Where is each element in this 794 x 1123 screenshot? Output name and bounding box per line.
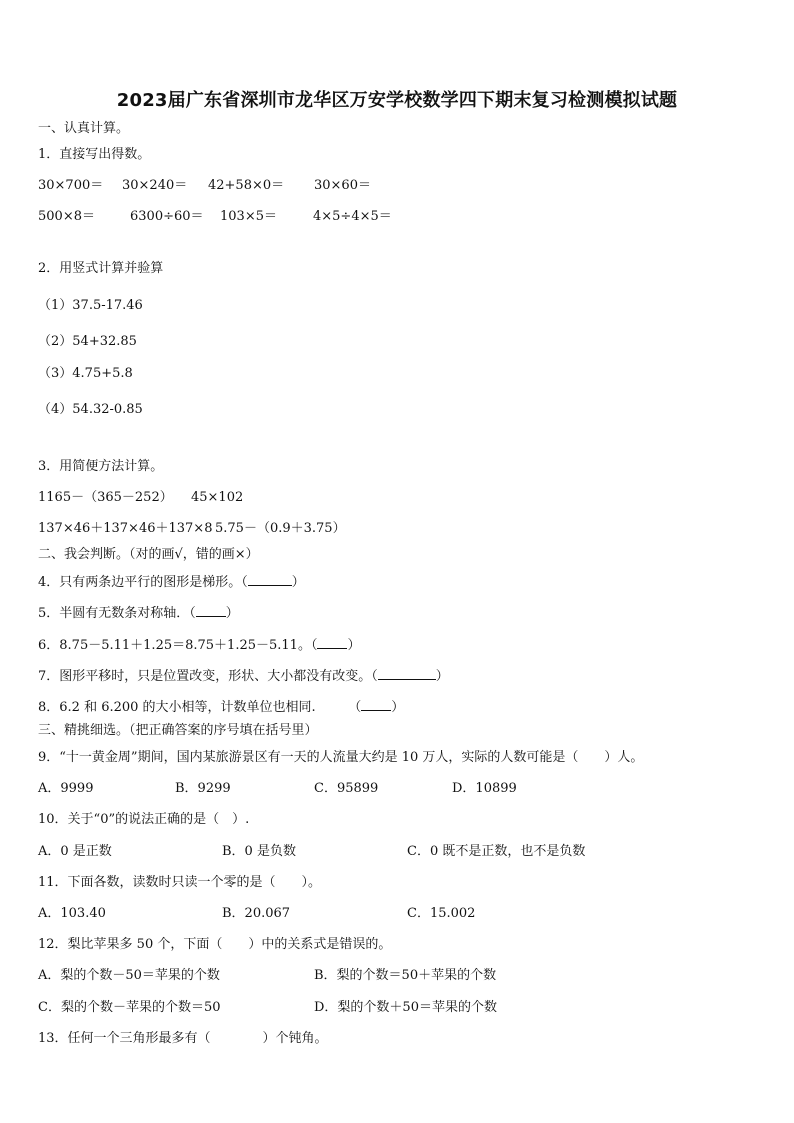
q12-option-c[interactable]: C．梨的个数－苹果的个数＝50 — [38, 1000, 221, 1015]
judge-7-text: 7．图形平移时，只是位置改变，形状、大小都没有改变。（ — [38, 669, 378, 684]
q9-option-b[interactable]: B．9299 — [175, 781, 231, 796]
judge-5-text: 5．半圆有无数条对称轴．（ — [38, 606, 196, 621]
question-9-stem: 9．“十一黄金周”期间，国内某旅游景区有一天的人流量大约是 10 万人，实际的人数可能是（ ）人。 — [38, 750, 644, 765]
q3-expr-2: 45×102 — [191, 490, 244, 505]
q2-item-3: （3）4.75+5.8 — [38, 366, 133, 381]
judge-question-5 — [38, 604, 239, 622]
question-2-stem: 2．用竖式计算并验算 — [38, 261, 164, 276]
q11-option-c[interactable]: C．15.002 — [407, 906, 476, 921]
judge-8-text: 8．6.2 和 6.200 的大小相等，计数单位也相同. （ — [38, 700, 362, 715]
question-13-stem: 13．任何一个三角形最多有（ ）个钝角。 — [38, 1031, 328, 1046]
q12-option-b[interactable]: B．梨的个数＝50＋苹果的个数 — [314, 968, 497, 983]
q2-item-4: （4）54.32-0.85 — [38, 402, 143, 417]
q12-option-a[interactable]: A．梨的个数－50＝苹果的个数 — [38, 968, 220, 983]
q3-expr-3: 137×46＋137×46＋137×8 — [38, 521, 213, 536]
judge-6-text: 6．8.75－5.11＋1.25＝8.75＋1.25－5.11。（ — [38, 638, 318, 653]
answer-blank[interactable] — [196, 604, 226, 617]
q9-option-c[interactable]: C．95899 — [314, 781, 379, 796]
q1-expr-5: 500×8＝ — [38, 209, 95, 224]
section-heading-2: 二、我会判断。（对的画√，错的画×） — [38, 547, 259, 562]
section-heading-3: 三、精挑细选。（把正确答案的序号填在括号里） — [38, 723, 318, 738]
judge-4-close: ） — [291, 575, 305, 590]
question-3-stem: 3．用简便方法计算。 — [38, 459, 164, 474]
answer-blank[interactable] — [378, 667, 436, 680]
judge-6-close: ） — [347, 638, 361, 653]
q2-item-2: （2）54+32.85 — [38, 334, 137, 349]
q1-expr-2: 30×240＝ — [122, 178, 188, 193]
q2-item-1: （1）37.5-17.46 — [38, 298, 143, 313]
q11-option-a[interactable]: A．103.40 — [38, 906, 106, 921]
q1-expr-3: 42+58×0＝ — [208, 178, 285, 193]
q3-expr-4: 5.75－（0.9＋3.75） — [215, 521, 346, 536]
judge-question-7 — [38, 667, 449, 685]
page-title: 2023届广东省深圳市龙华区万安学校数学四下期末复习检测模拟试题 — [116, 90, 678, 111]
section-heading-1: 一、认真计算。 — [38, 121, 130, 136]
judge-question-6 — [38, 636, 360, 654]
q12-option-d[interactable]: D．梨的个数＋50＝苹果的个数 — [314, 1000, 497, 1015]
question-12-stem: 12．梨比苹果多 50 个，下面（ ）中的关系式是错误的。 — [38, 937, 392, 952]
q1-expr-1: 30×700＝ — [38, 178, 104, 193]
judge-question-4 — [38, 573, 305, 591]
question-10-stem: 10．关于“0”的说法正确的是（ ）. — [38, 812, 250, 827]
judge-4-text: 4．只有两条边平行的图形是梯形。（ — [38, 575, 248, 590]
judge-5-close: ） — [225, 606, 239, 621]
judge-question-8 — [38, 698, 404, 716]
q3-expr-1: 1165－（365－252） — [38, 490, 173, 505]
judge-7-close: ） — [435, 669, 449, 684]
q9-option-a[interactable]: A．9999 — [38, 781, 94, 796]
answer-blank[interactable] — [248, 573, 292, 586]
q11-option-b[interactable]: B．20.067 — [222, 906, 291, 921]
answer-blank[interactable] — [361, 698, 391, 711]
question-1-stem: 1．直接写出得数。 — [38, 147, 151, 162]
judge-8-close: ） — [391, 700, 405, 715]
q1-expr-4: 30×60＝ — [314, 178, 371, 193]
answer-blank[interactable] — [317, 636, 347, 649]
q10-option-a[interactable]: A．0 是正数 — [38, 844, 112, 859]
question-11-stem: 11．下面各数，读数时只读一个零的是（ ）。 — [38, 875, 322, 890]
q9-option-d[interactable]: D．10899 — [452, 781, 517, 796]
q10-option-c[interactable]: C．0 既不是正数，也不是负数 — [407, 844, 586, 859]
q1-expr-7: 103×5＝ — [220, 209, 277, 224]
q1-expr-6: 6300÷60＝ — [130, 209, 204, 224]
q1-expr-8: 4×5÷4×5＝ — [313, 209, 392, 224]
q10-option-b[interactable]: B．0 是负数 — [222, 844, 296, 859]
